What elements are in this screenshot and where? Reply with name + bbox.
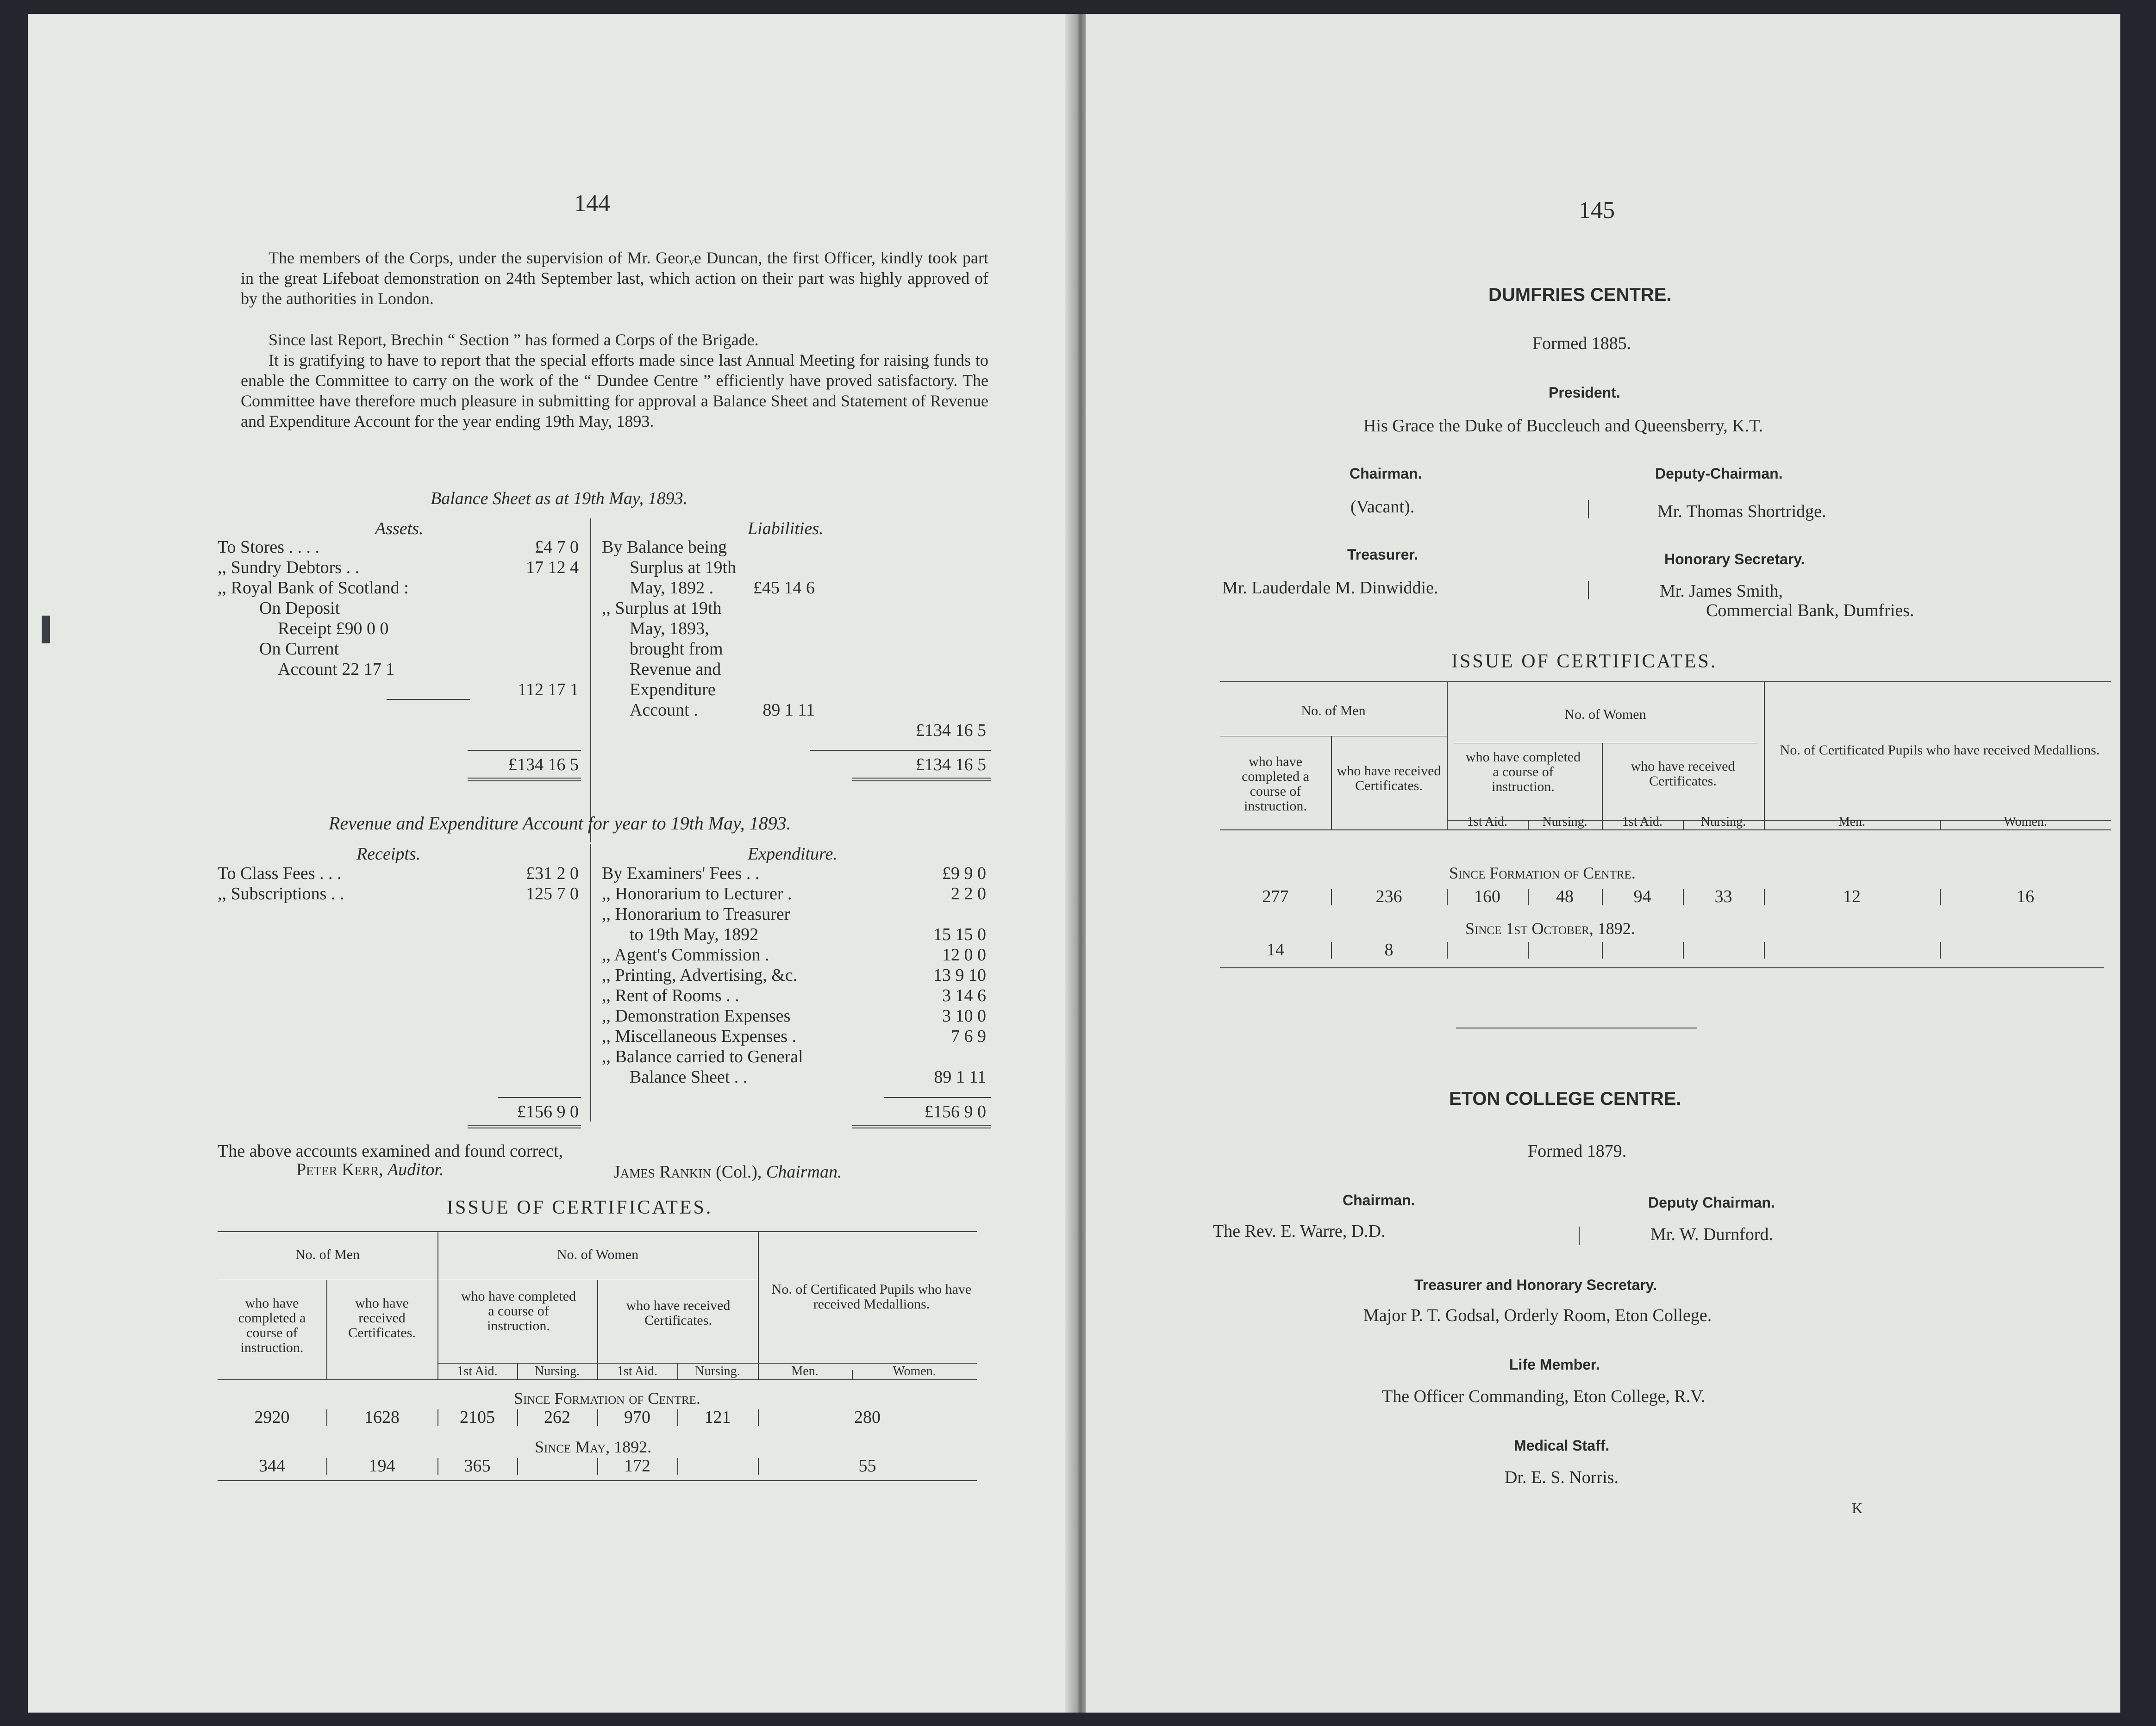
asset-label: To Stores . . . .: [218, 537, 320, 557]
men-completed-heading: who have completed a course of instruction.: [238, 1296, 306, 1355]
expenditure-label: Balance Sheet . .: [630, 1067, 748, 1087]
cell-separator: [1602, 942, 1603, 959]
cell-separator: [517, 1409, 518, 1426]
deputy-name: Mr. Thomas Shortridge.: [1657, 502, 1826, 521]
sub-nursing-2: Nursing.: [695, 1364, 740, 1378]
eton-chairman-heading: Chairman.: [1343, 1192, 1415, 1209]
women-completed-heading: who have completed a course of instruction.: [1465, 749, 1581, 794]
since-may-label: Since May, 1892.: [535, 1438, 652, 1456]
expenditure-amount: 7 6 9: [951, 1027, 986, 1046]
asset-amount: 112 17 1: [518, 680, 579, 699]
dumfries-formed: Formed 1885.: [1532, 334, 1631, 353]
cell-separator: [758, 1409, 759, 1426]
asset-label: On Deposit: [259, 598, 340, 618]
page-number: 144: [574, 190, 610, 217]
receipt-label: ,, Subscriptions . .: [218, 884, 344, 904]
revenue-title: Revenue and Expenditure Account for year to 19th May, 1893.: [329, 813, 791, 834]
president: [1363, 416, 1763, 436]
table-cell: 121: [704, 1408, 731, 1427]
liability-label: May, 1892 .: [630, 578, 714, 598]
sub-1st-aid-1: 1st Aid.: [1467, 815, 1508, 829]
eton-life-name: The Officer Commanding, Eton College,: [1382, 1387, 1670, 1406]
table-cell: 280: [854, 1408, 881, 1427]
eton-title: ETON COLLEGE CENTRE.: [1449, 1089, 1681, 1109]
expenditure-label: ,, Printing, Advertising, &c.: [602, 966, 798, 985]
expenditure-label: ,, Miscellaneous Expenses .: [602, 1027, 797, 1046]
cell-separator: [437, 1409, 438, 1426]
eton-medical: Dr. E. S. Norris.: [1505, 1468, 1619, 1487]
expenditure-total-rule-top: [884, 1097, 991, 1098]
liability-label: brought from: [630, 639, 723, 659]
cell-separator: [326, 1409, 327, 1426]
women-heading: No. of Women: [1564, 707, 1646, 722]
expenditure-amount: 15 15 0: [933, 925, 986, 944]
liability-label: May, 1893,: [630, 619, 709, 638]
asset-label: Account 22 17 1: [278, 660, 395, 679]
liability-total: £134 16 5: [916, 721, 986, 740]
cell-separator: [326, 1458, 327, 1475]
men-heading: No. of Men: [295, 1247, 360, 1262]
eton-chairman-name: The Rev. E. Warre,: [1213, 1221, 1347, 1241]
table-cell: 160: [1474, 887, 1500, 906]
eton-life: [1382, 1386, 1705, 1407]
cell-separator: [1764, 942, 1765, 959]
cell-separator: [1331, 942, 1332, 959]
assets-total-rule-2: [468, 780, 581, 781]
cell-separator: [437, 1458, 438, 1475]
sub-men: Men.: [791, 1364, 819, 1378]
assets-total: £134 16 5: [508, 755, 579, 774]
deputy-heading: Deputy-Chairman.: [1655, 465, 1783, 482]
liability-amount: £45 14 6: [753, 578, 815, 598]
cell-separator: [1528, 889, 1529, 905]
sub-women: Women.: [893, 1364, 936, 1378]
chairman-suffix: (Col.),: [716, 1162, 762, 1182]
table-cell: 33: [1714, 887, 1732, 906]
expenditure-heading: Expenditure.: [748, 844, 837, 864]
men-received-heading: who have received Certificates.: [1337, 763, 1441, 793]
expenditure-amount: 89 1 11: [934, 1067, 986, 1087]
issue-title: ISSUE OF CERTIFICATES.: [1451, 651, 1718, 672]
eton-treasurer: Major P. T. Godsal, Orderly Room, Eton College.: [1363, 1306, 1712, 1325]
cell-separator: [677, 1409, 678, 1426]
sub-1st-aid-2: 1st Aid.: [617, 1364, 658, 1378]
right-page: [1086, 14, 2120, 1713]
expenditure-label: ,, Balance carried to General: [602, 1047, 803, 1066]
paragraph-1: The members of the Corps, under the supervision of Mr. Georᵥe Duncan, the first Officer, kindly took part in the great Lifeboat demonstration on 24th September last, which action on their part was highly approved of by the authorities in London.: [241, 249, 988, 308]
assets-heading: Assets.: [375, 519, 424, 538]
liability-label: Account .: [630, 700, 698, 720]
balance-divider: [590, 518, 591, 842]
women-received-heading: who have received Certificates.: [1631, 759, 1735, 789]
eton-life-heading: Life Member.: [1509, 1356, 1600, 1373]
receipts-total: £156 9 0: [517, 1102, 579, 1122]
sub-nursing-2: Nursing.: [1700, 815, 1746, 829]
liability-amount: 89 1 11: [762, 700, 815, 720]
eton-life-suffix: R.V.: [1674, 1387, 1706, 1406]
sub-women: Women.: [2004, 815, 2047, 829]
women-completed-heading: who have completed a course of instruction.: [461, 1289, 576, 1333]
table-cell: 1628: [364, 1408, 400, 1427]
table-cell: 2920: [254, 1408, 290, 1427]
liabilities-total-rule-2: [852, 780, 991, 781]
expenditure-label: to 19th May, 1892: [630, 925, 759, 944]
expenditure-total-rule-1: [852, 1125, 991, 1126]
chairman-role: Chairman.: [766, 1162, 842, 1182]
left-page: [28, 14, 1069, 1713]
expenditure-label: ,, Rent of Rooms . .: [602, 986, 739, 1005]
eton-chairman: [1213, 1221, 1386, 1241]
table-cell: 94: [1633, 887, 1651, 906]
cell-separator: [1764, 889, 1765, 905]
eton-treasurer-heading: Treasurer and Honorary Secretary.: [1414, 1277, 1657, 1293]
page-number: 145: [1579, 197, 1615, 224]
expenditure-total: £156 9 0: [925, 1102, 986, 1122]
table-cell: 8: [1384, 940, 1394, 960]
table-cell: 344: [259, 1456, 285, 1476]
president-heading: President.: [1549, 384, 1620, 401]
cell-separator: [1940, 889, 1941, 905]
cell-separator: [1940, 942, 1941, 959]
women-heading: No. of Women: [556, 1247, 639, 1262]
asset-amount: 17 12 4: [526, 558, 579, 577]
women-received-heading: who have received Certificates.: [626, 1298, 731, 1328]
treasurer-heading: Treasurer.: [1347, 546, 1418, 563]
since-formation-label: Since Formation of Centre.: [1449, 864, 1636, 882]
cell-separator: [1447, 889, 1448, 905]
examined-note: The above accounts examined and found correct,: [218, 1141, 563, 1161]
secretary-heading: Honorary Secretary.: [1664, 551, 1805, 567]
sub-nursing-1: Nursing.: [1542, 815, 1587, 829]
eton-medical-heading: Medical Staff.: [1514, 1437, 1610, 1454]
asset-amount: £4 7 0: [535, 537, 579, 557]
table-cell: 12: [1843, 887, 1861, 906]
liability-label: Revenue and: [630, 660, 721, 679]
liabilities-total: £134 16 5: [916, 755, 986, 774]
expenditure-amount: 12 0 0: [942, 945, 986, 965]
expenditure-amount: 2 2 0: [951, 884, 986, 904]
liability-label: Expenditure: [630, 680, 716, 699]
expenditure-amount: 3 14 6: [942, 986, 986, 1005]
liability-label: Surplus at 19th: [630, 558, 737, 577]
since-october-label: Since 1st October, 1892.: [1465, 919, 1635, 938]
chairman-name: James Rankin: [613, 1162, 712, 1182]
table-cell: 262: [544, 1408, 570, 1427]
table-cell: 236: [1375, 887, 1402, 906]
eton-deputy-name: Mr. W. Durnford.: [1650, 1225, 1773, 1244]
paragraph-3: It is gratifying to have to report that the special efforts made since last Annual Meeting for raising funds to enable the Committee to carry on the work of the “ Dundee Centre ” efficiently have proved satisfactory. The Committee have therefore much pleasure in submitting for approval a Balance Sheet and Statement of Revenue and Expenditure Account for the year ending 19th May, 1893.: [241, 351, 988, 430]
auditor-role: Auditor.: [387, 1160, 444, 1179]
assets-total-rule-1: [468, 778, 581, 779]
assets-subtotal-rule: [387, 699, 470, 700]
eton-formed: Formed 1879.: [1528, 1141, 1627, 1161]
cell-separator: [677, 1458, 678, 1475]
paragraph-2: Since last Report, Brechin “ Section ” has formed a Corps of the Brigade.: [269, 330, 759, 349]
table-cell: 277: [1262, 887, 1289, 906]
expenditure-amount: 13 9 10: [933, 966, 986, 985]
cell-separator: [517, 1458, 518, 1475]
sub-1st-aid-2: 1st Aid.: [1622, 815, 1663, 829]
dumfries-title: DUMFRIES CENTRE.: [1488, 285, 1672, 305]
receipts-total-rule-1: [468, 1125, 581, 1126]
receipts-total-rule-top: [498, 1097, 581, 1098]
table-cell: 16: [2017, 887, 2034, 906]
secretary-name: Mr. James Smith,: [1660, 581, 1783, 601]
receipts-heading: Receipts.: [356, 844, 421, 864]
signature-mark: K: [1852, 1500, 1863, 1516]
issue-title: ISSUE OF CERTIFICATES.: [447, 1197, 713, 1218]
liabilities-heading: Liabilities.: [748, 519, 824, 538]
cell-separator: [1683, 942, 1684, 959]
table-cell: 55: [858, 1456, 876, 1476]
since-formation-label: Since Formation of Centre.: [514, 1389, 700, 1408]
cell-separator: [1602, 889, 1603, 905]
medallions-heading: No. of Certificated Pupils who have received Medallions.: [1780, 742, 2100, 758]
sub-nursing-1: Nursing.: [534, 1364, 580, 1378]
asset-label: ,, Royal Bank of Scotland :: [218, 578, 409, 598]
liability-label: ,, Surplus at 19th: [602, 598, 722, 618]
assets-total-rule-top: [468, 750, 581, 751]
table-cell: 970: [624, 1408, 650, 1427]
cell-separator: [1683, 889, 1684, 905]
chairman-name: (Vacant).: [1350, 497, 1415, 517]
balance-sheet-title: Balance Sheet as at 19th May, 1893.: [431, 489, 688, 508]
cell-separator: [597, 1409, 598, 1426]
medallions-heading: No. of Certificated Pupils who have received Medallions.: [771, 1282, 972, 1312]
liabilities-total-rule-1: [852, 778, 991, 779]
table-cell: 14: [1267, 940, 1284, 960]
receipt-label: To Class Fees . . .: [218, 864, 342, 883]
edge-mark: [42, 616, 50, 643]
eton-deputy-heading: Deputy Chairman.: [1648, 1194, 1775, 1211]
asset-label: Receipt £90 0 0: [278, 619, 389, 638]
cell-separator: [1331, 889, 1332, 905]
auditor-name: Peter Kerr,: [296, 1160, 383, 1179]
cell-separator: [597, 1458, 598, 1475]
men-received-heading: who have received Certificates.: [348, 1296, 416, 1340]
asset-label: ,, Sundry Debtors . .: [218, 558, 360, 577]
revenue-divider: [590, 844, 591, 1122]
asset-label: On Current: [259, 639, 339, 659]
table-cell: 2105: [460, 1408, 495, 1427]
president-suffix: K.T.: [1732, 416, 1763, 436]
liability-label: By Balance being: [602, 537, 727, 557]
expenditure-amount: 3 10 0: [942, 1006, 986, 1026]
auditor-signature: [296, 1159, 444, 1180]
secretary-address: Commercial Bank, Dumfries.: [1706, 601, 1914, 620]
chairman-heading: Chairman.: [1350, 465, 1422, 482]
treasurer-name: Mr. Lauderdale M. Dinwiddie.: [1222, 578, 1438, 598]
receipt-amount: 125 7 0: [526, 884, 579, 904]
expenditure-label: By Examiners' Fees . .: [602, 864, 760, 883]
table-cell: 48: [1556, 887, 1574, 906]
cell-separator: [758, 1458, 759, 1475]
expenditure-label: ,, Honorarium to Lecturer .: [602, 884, 792, 904]
table-cell: 365: [464, 1456, 491, 1476]
president-name: His Grace the Duke of Buccleuch and Queensberry,: [1363, 416, 1728, 436]
expenditure-label: ,, Demonstration Expenses: [602, 1006, 791, 1026]
men-completed-heading: who have completed a course of instruction.: [1242, 754, 1309, 814]
sub-1st-aid-1: 1st Aid.: [457, 1364, 498, 1378]
eton-chairman-suffix: D.D.: [1351, 1221, 1386, 1241]
table-cell: 172: [624, 1456, 650, 1476]
expenditure-amount: £9 9 0: [942, 864, 986, 883]
liabilities-total-rule-top: [810, 750, 991, 751]
chairman-signature: [613, 1162, 842, 1182]
cell-separator: [1528, 942, 1529, 959]
expenditure-label: ,, Honorarium to Treasurer: [602, 904, 790, 924]
table-cell: 194: [369, 1456, 395, 1476]
expenditure-label: ,, Agent's Commission .: [602, 945, 769, 965]
men-heading: No. of Men: [1301, 703, 1366, 718]
cell-separator: [1447, 942, 1448, 959]
receipt-amount: £31 2 0: [526, 864, 579, 883]
sub-men: Men.: [1838, 815, 1866, 829]
